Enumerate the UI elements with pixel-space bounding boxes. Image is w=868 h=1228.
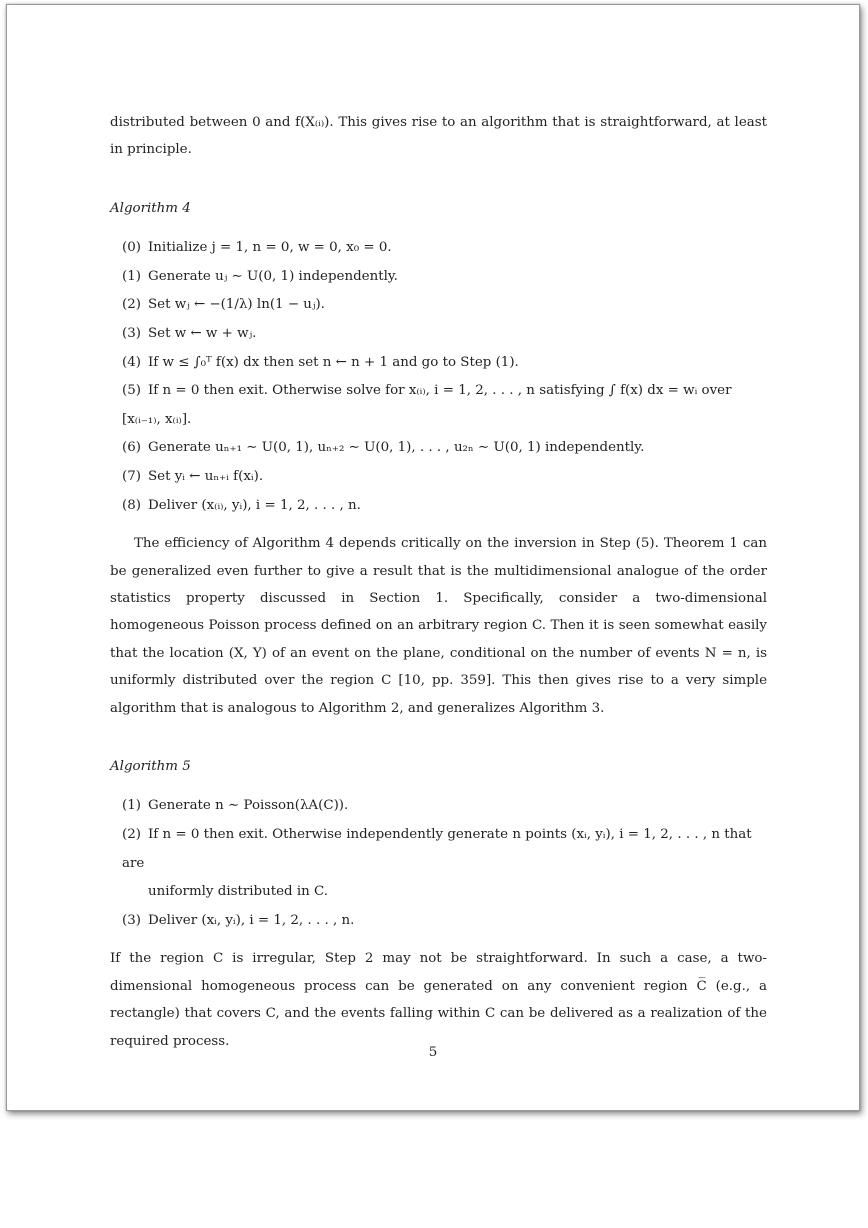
algorithm-4-heading: Algorithm 4 bbox=[110, 200, 191, 216]
step-text: Set yᵢ ← uₙ₊ᵢ f(xᵢ). bbox=[148, 468, 264, 484]
page-number: 5 bbox=[428, 1045, 438, 1060]
efficiency-paragraph: The efficiency of Algorithm 4 depends critically on the inversion in Step (5). Theorem 1 can be generalized even further to give a result that is the multidimensional analogue of the order statistics property discussed in Section 1. Specifically, consider a two-dimensional homogeneous Poisson process defined on an arbitrary region C. Then it is seen somewhat easily that the location (X, Y) of an event on the plane, conditional on the number of events N = n, is uniformly distributed over the region C [10, pp. 359]. This then gives rise to a very simple algorithm that is analogous to Algorithm 2, and generalizes Algorithm 3. bbox=[110, 536, 767, 716]
step-text: Deliver (xᵢ, yᵢ), i = 1, 2, . . . , n. bbox=[148, 912, 355, 928]
step-number: (4) bbox=[122, 354, 141, 370]
algorithm-5-heading: Algorithm 5 bbox=[110, 759, 191, 774]
step-number: (1) bbox=[122, 798, 141, 814]
step-number: (5) bbox=[122, 383, 141, 399]
step-text: Deliver (x₍ᵢ₎, yᵢ), i = 1, 2, . . . , n. bbox=[148, 497, 361, 513]
step-number: (0) bbox=[122, 240, 141, 256]
algorithm-4-steps bbox=[110, 234, 767, 520]
step-text: Generate n ∼ Poisson(λA(C)). bbox=[148, 798, 349, 814]
step-text: If n = 0 then exit. Otherwise solve for x₍ᵢ₎, i = 1, 2, . . . , n satisfying ∫ f(x) dx = wᵢ over [x₍ᵢ₋₁₎, x₍ᵢ₎]. bbox=[122, 383, 732, 427]
document-page bbox=[6, 4, 860, 1111]
page-content bbox=[110, 109, 767, 1055]
algorithm-5-steps bbox=[110, 792, 767, 935]
list-item bbox=[122, 821, 767, 907]
step-text: If w ≤ ∫₀ᵀ f(x) dx then set n ← n + 1 and go to Step (1). bbox=[148, 354, 519, 370]
list-item bbox=[122, 349, 767, 378]
step-text: Set w ← w + wⱼ. bbox=[148, 326, 257, 341]
step-text: Generate uₙ₊₁ ∼ U(0, 1), uₙ₊₂ ∼ U(0, 1), . . . , u₂ₙ ∼ U(0, 1) independently. bbox=[148, 440, 645, 456]
step-text: Set wⱼ ← −(1/λ) ln(1 − uⱼ). bbox=[148, 297, 325, 313]
step-number: (8) bbox=[122, 497, 141, 513]
list-item bbox=[122, 377, 767, 434]
list-item bbox=[122, 463, 767, 492]
list-item bbox=[122, 234, 767, 263]
irregular-region-paragraph: If the region C is irregular, Step 2 may not be straightforward. In such a case, a two-dimensional homogeneous process can be generated on any convenient region C̅ (e.g., a rectangle) that covers C, and the events falling within C can be delivered as a realization of the required process. bbox=[110, 951, 767, 1049]
list-item bbox=[122, 434, 767, 463]
list-item bbox=[122, 263, 767, 292]
list-item bbox=[122, 907, 767, 936]
intro-paragraph: distributed between 0 and f(X₍ᵢ₎). This gives rise to an algorithm that is straightforward, at least in principle. bbox=[110, 115, 767, 158]
list-item bbox=[122, 792, 767, 821]
list-item bbox=[122, 291, 767, 320]
list-item bbox=[122, 492, 767, 521]
step-number: (7) bbox=[122, 468, 141, 484]
step-number: (2) bbox=[122, 827, 141, 842]
step-text: Generate uⱼ ∼ U(0, 1) independently. bbox=[148, 268, 398, 284]
step-text-continuation: uniformly distributed in C. bbox=[148, 884, 329, 900]
step-number: (3) bbox=[122, 912, 141, 928]
step-number: (1) bbox=[122, 268, 141, 284]
step-number: (3) bbox=[122, 326, 141, 341]
step-text: Initialize j = 1, n = 0, w = 0, x₀ = 0. bbox=[148, 240, 392, 256]
step-number: (2) bbox=[122, 297, 141, 313]
step-text: If n = 0 then exit. Otherwise independently generate n points (xᵢ, yᵢ), i = 1, 2, . . . , n that are bbox=[122, 827, 752, 871]
step-number: (6) bbox=[122, 440, 141, 456]
list-item bbox=[122, 320, 767, 349]
